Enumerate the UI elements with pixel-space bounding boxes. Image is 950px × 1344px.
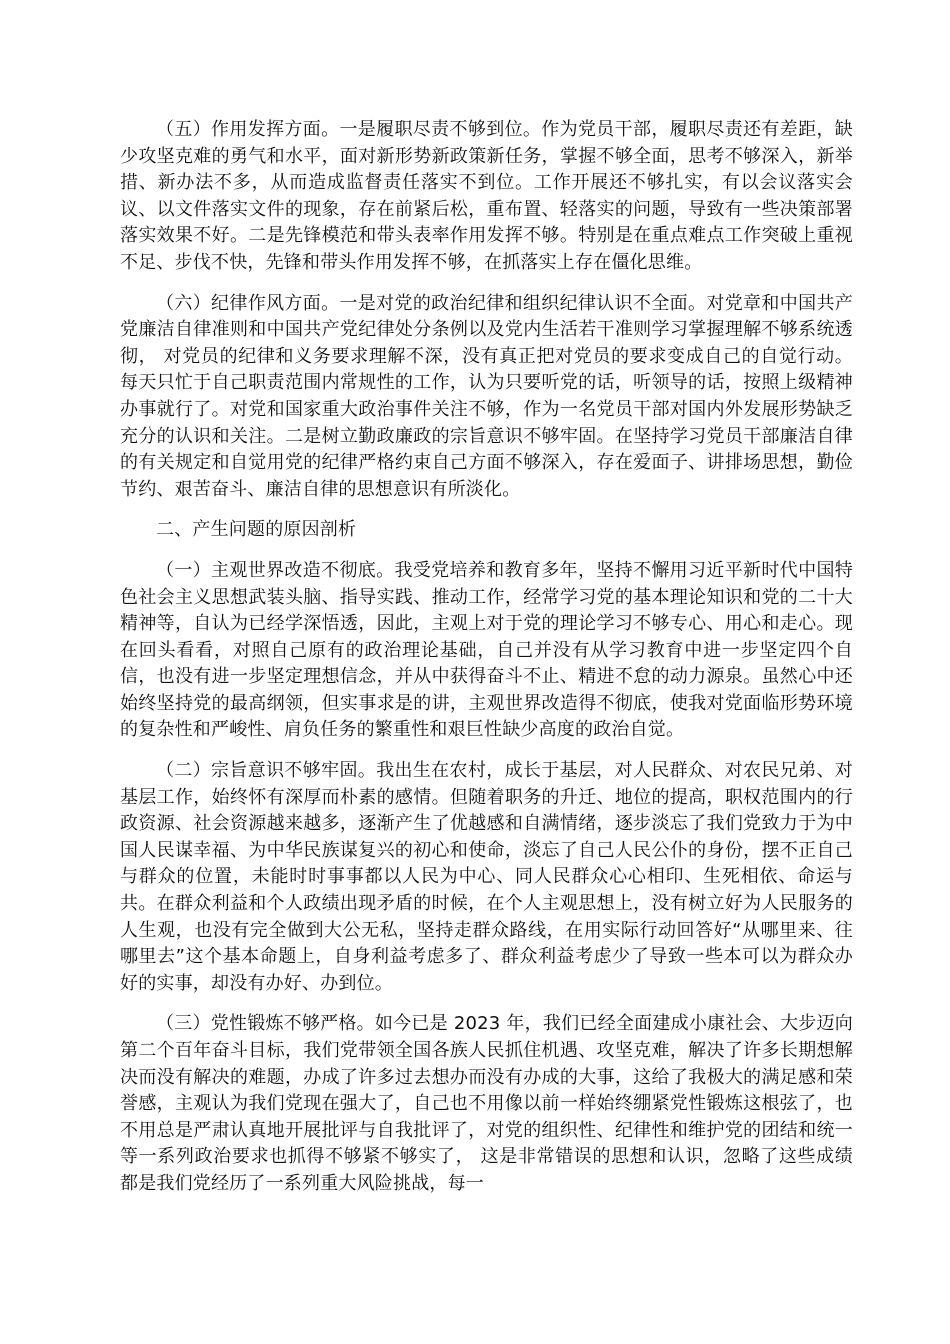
section-heading-cause-analysis: 二、产生问题的原因剖析 bbox=[156, 519, 357, 541]
paragraph-role-performance: （五）作用发挥方面。一是履职尽责不够到位。作为党员干部，履职尽责还有差距，缺少攻坚克难的勇气和水平，面对新形势新政策新任务，掌握不够全面，思考不够深入，新举措、新办法不多，从而造成监督责任落实不到位。工作开展还不够扎实，有以会议落实会议、以文件落实文件的现象，存在前紧后松，重布置、轻落实的问题，导致有一些决策部署落实效果不好。二是先锋模范和带头表率作用发挥不够。特别是在重点难点工作突破上重视不足、步伐不快，先锋和带头作用发挥不够，在抓落实上存在僵化思维。 bbox=[120, 119, 853, 273]
document-page bbox=[120, 117, 853, 1212]
paragraph-purpose-awareness: （二）宗旨意识不够牢固。我出生在农村，成长于基层，对人民群众、对农民兄弟、对基层工作，始终怀有深厚而朴素的感情。但随着职务的升迁、地位的提高，职权范围内的行政资源、社会资源越来越多，逐渐产生了优越感和自满情绪，逐步淡忘了我们党致力于为中国人民谋幸福、为中华民族谋复兴的初心和使命，淡忘了自己人民公仆的身份，摆不正自己与群众的位置，未能时时事事都以人民为中心、同人民群众心心相印、生死相依、命运与共。在群众利益和个人政绩出现矛盾的时候，在个人主观思想上，没有树立好为人民服务的人生观，也没有完全做到大公无私，坚持走群众路线，在用实际行动回答好“从哪里来、往哪里去”这个基本命题上，自身利益考虑多了、群众利益考虑少了导致一些本可以为群众办好的实事，却没有办好、办到位。 bbox=[120, 760, 853, 994]
paragraph-subjective-world: （一）主观世界改造不彻底。我受党培养和教育多年，坚持不懈用习近平新时代中国特色社会主义思想武装头脑、指导实践、推动工作，经常学习党的基本理论知识和党的二十大精神等，自认为已经学深悟透，因此，主观上对于党的理论学习不够专心、用心和走心。现在回头看看，对照自己原有的政治理论基础，自己并没有从学习教育中进一步坚定四个自信，也没有进一步坚定理想信念，并从中获得奋斗不止、精进不怠的动力源泉。虽然心中还始终坚持党的最高纲领，但实事求是的讲，主观世界改造得不彻底，使我对党面临形势环境的复杂性和严峻性、肩负任务的繁重性和艰巨性缺少高度的政治自觉。 bbox=[120, 559, 853, 741]
paragraph-discipline-style: （六）纪律作风方面。一是对党的政治纪律和组织纪律认识不全面。对党章和中国共产党廉洁自律准则和中国共产党纪律处分条例以及党内生活若干准则学习掌握理解不够系统透彻， 对党员的纪律和义务要求理解不深，没有真正把对党员的要求变成自己的自觉行动。每天只忙于自己职责范围内常规性的工作，认为只要听党的话，听领导的话，按照上级精神办事就行了。对党和国家重大政治事件关注不够，作为一名党员干部对国内外发展形势缺乏充分的认识和关注。二是树立勤政廉政的宗旨意识不够牢固。在坚持学习党员干部廉洁自律的有关规定和自觉用党的纪律严格约束自己方面不够深入，存在爱面子、讲排场思想，勤俭节约、艰苦奋斗、廉洁自律的思想意识有所淡化。 bbox=[120, 292, 853, 500]
paragraph-party-spirit: （三）党性锻炼不够严格。如今已是 2023 年，我们已经全面建成小康社会、大步迈向第二个百年奋斗目标，我们党带领全国各族人民抓住机遇、攻坚克难，解决了许多长期想解决而没有解决的难题，办成了许多过去想办而没有办成的大事，这给了我极大的满足感和荣誉感，主观认为我们党现在强大了，自己也不用像以前一样始终绷紧党性锻炼这根弦了，也不用总是严肃认真地开展批评与自我批评了，对党的组织性、纪律性和维护党的团结和统一等一系列政治要求也抓得不够紧不够实了， 这是非常错误的思想和认识，忽略了这些成绩都是我们党经历了一系列重大风险挑战，每一 bbox=[120, 1013, 853, 1194]
